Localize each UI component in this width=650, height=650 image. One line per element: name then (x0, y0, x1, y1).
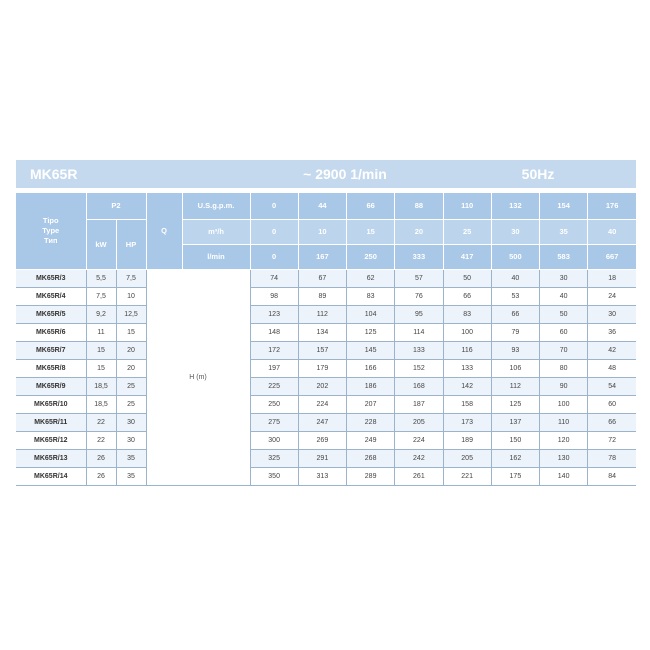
head-value-cell: 125 (347, 323, 395, 341)
head-value-cell: 142 (443, 377, 491, 395)
head-value-cell: 100 (443, 323, 491, 341)
head-value-cell: 70 (540, 341, 588, 359)
head-value-cell: 84 (588, 467, 636, 485)
lmin-value: 250 (347, 244, 395, 269)
head-value-cell: 36 (588, 323, 636, 341)
model-cell: MK65R/7 (16, 341, 86, 359)
lmin-value: 333 (395, 244, 443, 269)
head-value-cell: 76 (395, 287, 443, 305)
head-value-cell: 100 (540, 395, 588, 413)
head-value-cell: 205 (443, 449, 491, 467)
hp-cell: 25 (116, 395, 146, 413)
table-row (16, 359, 636, 377)
head-value-cell: 275 (250, 413, 298, 431)
head-value-cell: 157 (298, 341, 346, 359)
kw-cell: 7,5 (86, 287, 116, 305)
hp-cell: 20 (116, 359, 146, 377)
head-value-cell: 66 (491, 305, 539, 323)
head-value-cell: 140 (540, 467, 588, 485)
head-value-cell: 50 (443, 269, 491, 287)
table-row (16, 305, 636, 323)
head-value-cell: 186 (347, 377, 395, 395)
lmin-value: 167 (298, 244, 346, 269)
hp-cell: 12,5 (116, 305, 146, 323)
kw-cell: 26 (86, 449, 116, 467)
head-value-cell: 168 (395, 377, 443, 395)
head-label: H (m) (146, 269, 250, 485)
m3h-value: 40 (588, 219, 636, 244)
head-value-cell: 40 (540, 287, 588, 305)
head-value-cell: 148 (250, 323, 298, 341)
pump-data-sheet (16, 160, 636, 486)
kw-cell: 15 (86, 341, 116, 359)
head-value-cell: 228 (347, 413, 395, 431)
performance-table (16, 193, 636, 486)
m3h-value: 25 (443, 219, 491, 244)
lmin-value: 667 (588, 244, 636, 269)
head-value-cell: 125 (491, 395, 539, 413)
usgpm-header: U.S.g.p.m. (182, 193, 250, 219)
head-value-cell: 291 (298, 449, 346, 467)
table-row (16, 269, 636, 287)
type-header: Tipo Type Тип (16, 193, 86, 269)
hp-cell: 30 (116, 413, 146, 431)
speed-label: ~ 2900 1/min (303, 166, 387, 182)
head-value-cell: 83 (443, 305, 491, 323)
head-value-cell: 289 (347, 467, 395, 485)
table-row (16, 287, 636, 305)
head-value-cell: 207 (347, 395, 395, 413)
head-value-cell: 175 (491, 467, 539, 485)
head-value-cell: 133 (395, 341, 443, 359)
lmin-value: 417 (443, 244, 491, 269)
head-value-cell: 134 (298, 323, 346, 341)
usgpm-value: 44 (298, 193, 346, 219)
head-value-cell: 114 (395, 323, 443, 341)
head-value-cell: 66 (443, 287, 491, 305)
head-value-cell: 123 (250, 305, 298, 323)
m3h-value: 0 (250, 219, 298, 244)
head-value-cell: 350 (250, 467, 298, 485)
head-value-cell: 189 (443, 431, 491, 449)
model-cell: MK65R/8 (16, 359, 86, 377)
head-value-cell: 78 (588, 449, 636, 467)
model-cell: MK65R/5 (16, 305, 86, 323)
usgpm-value: 176 (588, 193, 636, 219)
head-value-cell: 250 (250, 395, 298, 413)
head-value-cell: 60 (588, 395, 636, 413)
kw-header: kW (86, 219, 116, 269)
m3h-value: 20 (395, 219, 443, 244)
kw-cell: 9,2 (86, 305, 116, 323)
m3h-value: 30 (491, 219, 539, 244)
hp-cell: 15 (116, 323, 146, 341)
table-row (16, 449, 636, 467)
head-value-cell: 89 (298, 287, 346, 305)
hp-cell: 25 (116, 377, 146, 395)
table-row (16, 323, 636, 341)
table-row (16, 413, 636, 431)
head-value-cell: 150 (491, 431, 539, 449)
head-value-cell: 53 (491, 287, 539, 305)
head-value-cell: 313 (298, 467, 346, 485)
head-value-cell: 187 (395, 395, 443, 413)
model-cell: MK65R/10 (16, 395, 86, 413)
head-value-cell: 179 (298, 359, 346, 377)
hp-cell: 35 (116, 449, 146, 467)
head-value-cell: 197 (250, 359, 298, 377)
head-value-cell: 325 (250, 449, 298, 467)
table-row (16, 467, 636, 485)
head-value-cell: 224 (298, 395, 346, 413)
head-value-cell: 120 (540, 431, 588, 449)
lmin-value: 500 (491, 244, 539, 269)
head-value-cell: 172 (250, 341, 298, 359)
head-value-cell: 90 (540, 377, 588, 395)
head-value-cell: 221 (443, 467, 491, 485)
series-title: MK65R (30, 166, 78, 182)
table-row (16, 341, 636, 359)
model-cell: MK65R/9 (16, 377, 86, 395)
hp-cell: 30 (116, 431, 146, 449)
head-value-cell: 173 (443, 413, 491, 431)
kw-cell: 22 (86, 431, 116, 449)
head-value-cell: 79 (491, 323, 539, 341)
m3h-value: 35 (540, 219, 588, 244)
lmin-value: 0 (250, 244, 298, 269)
hp-cell: 35 (116, 467, 146, 485)
frequency-label: 50Hz (521, 166, 555, 182)
head-value-cell: 80 (540, 359, 588, 377)
head-value-cell: 162 (491, 449, 539, 467)
head-value-cell: 67 (298, 269, 346, 287)
m3h-header: m³/h (182, 219, 250, 244)
usgpm-value: 154 (540, 193, 588, 219)
hp-cell: 10 (116, 287, 146, 305)
head-value-cell: 158 (443, 395, 491, 413)
lmin-header: l/min (182, 244, 250, 269)
head-value-cell: 42 (588, 341, 636, 359)
usgpm-value: 0 (250, 193, 298, 219)
model-cell: MK65R/13 (16, 449, 86, 467)
head-value-cell: 48 (588, 359, 636, 377)
head-value-cell: 133 (443, 359, 491, 377)
head-value-cell: 95 (395, 305, 443, 323)
head-value-cell: 112 (298, 305, 346, 323)
hp-cell: 20 (116, 341, 146, 359)
kw-cell: 26 (86, 467, 116, 485)
table-body (16, 269, 636, 485)
head-value-cell: 74 (250, 269, 298, 287)
head-value-cell: 145 (347, 341, 395, 359)
head-value-cell: 30 (540, 269, 588, 287)
usgpm-value: 66 (347, 193, 395, 219)
hp-cell: 7,5 (116, 269, 146, 287)
head-value-cell: 24 (588, 287, 636, 305)
head-value-cell: 242 (395, 449, 443, 467)
head-value-cell: 98 (250, 287, 298, 305)
head-value-cell: 50 (540, 305, 588, 323)
model-cell: MK65R/4 (16, 287, 86, 305)
model-cell: MK65R/14 (16, 467, 86, 485)
head-value-cell: 106 (491, 359, 539, 377)
model-cell: MK65R/12 (16, 431, 86, 449)
m3h-value: 15 (347, 219, 395, 244)
head-value-cell: 247 (298, 413, 346, 431)
head-value-cell: 130 (540, 449, 588, 467)
usgpm-value: 110 (443, 193, 491, 219)
model-cell: MK65R/11 (16, 413, 86, 431)
table-row (16, 377, 636, 395)
head-value-cell: 202 (298, 377, 346, 395)
table-row (16, 395, 636, 413)
head-value-cell: 54 (588, 377, 636, 395)
head-value-cell: 66 (588, 413, 636, 431)
head-value-cell: 166 (347, 359, 395, 377)
head-value-cell: 224 (395, 431, 443, 449)
kw-cell: 18,5 (86, 395, 116, 413)
head-value-cell: 225 (250, 377, 298, 395)
head-value-cell: 249 (347, 431, 395, 449)
p2-header: P2 (86, 193, 146, 219)
head-value-cell: 93 (491, 341, 539, 359)
head-value-cell: 40 (491, 269, 539, 287)
kw-cell: 18,5 (86, 377, 116, 395)
kw-cell: 5,5 (86, 269, 116, 287)
q-header: Q (146, 193, 182, 269)
model-cell: MK65R/6 (16, 323, 86, 341)
title-bar (16, 160, 636, 188)
m3h-value: 10 (298, 219, 346, 244)
head-value-cell: 104 (347, 305, 395, 323)
table-row (16, 431, 636, 449)
kw-cell: 15 (86, 359, 116, 377)
hp-header: HP (116, 219, 146, 269)
head-value-cell: 268 (347, 449, 395, 467)
head-value-cell: 30 (588, 305, 636, 323)
head-value-cell: 269 (298, 431, 346, 449)
usgpm-value: 88 (395, 193, 443, 219)
model-cell: MK65R/3 (16, 269, 86, 287)
head-value-cell: 57 (395, 269, 443, 287)
head-value-cell: 72 (588, 431, 636, 449)
head-value-cell: 83 (347, 287, 395, 305)
usgpm-value: 132 (491, 193, 539, 219)
head-value-cell: 137 (491, 413, 539, 431)
head-value-cell: 112 (491, 377, 539, 395)
kw-cell: 22 (86, 413, 116, 431)
head-value-cell: 18 (588, 269, 636, 287)
head-value-cell: 116 (443, 341, 491, 359)
head-value-cell: 300 (250, 431, 298, 449)
head-value-cell: 261 (395, 467, 443, 485)
head-value-cell: 60 (540, 323, 588, 341)
head-value-cell: 205 (395, 413, 443, 431)
head-value-cell: 152 (395, 359, 443, 377)
kw-cell: 11 (86, 323, 116, 341)
lmin-value: 583 (540, 244, 588, 269)
head-value-cell: 110 (540, 413, 588, 431)
head-value-cell: 62 (347, 269, 395, 287)
